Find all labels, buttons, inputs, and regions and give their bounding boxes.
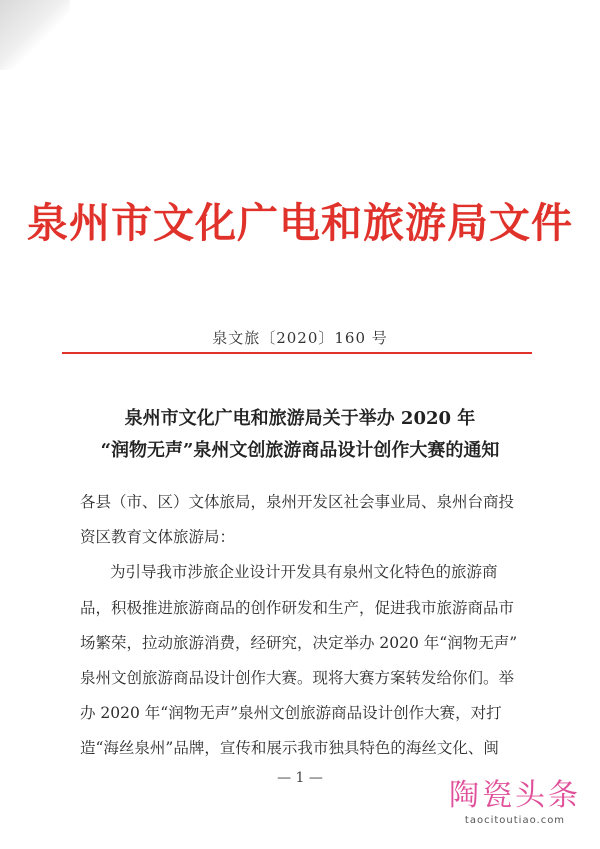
body-line: 场繁荣，拉动旅游消费，经研究，决定举办 2020 年“润物无声” xyxy=(80,634,518,652)
body-line: 为引导我市涉旅企业设计开发具有泉州文化特色的旅游商 xyxy=(110,563,498,581)
masthead-title: 泉州市文化广电和旅游局文件 xyxy=(27,199,573,247)
notice-title-line-2: “润物无声”泉州文创旅游商品设计创作大赛的通知 xyxy=(100,440,500,461)
page-corner-fold xyxy=(0,0,70,70)
watermark-logo-text: 陶瓷头条 xyxy=(449,778,581,813)
body-line: 泉州文创旅游商品设计创作大赛。现将大赛方案转发给你们。举 xyxy=(80,669,515,687)
red-divider-line xyxy=(62,352,532,354)
body-line: 造“海丝泉州”品牌，宣传和展示我市独具特色的海丝文化、闽 xyxy=(80,739,499,757)
body-line: 资区教育文体旅游局： xyxy=(80,528,236,546)
body-line: 办 2020 年“润物无声”泉州文创旅游商品设计创作大赛，对打 xyxy=(80,704,502,722)
watermark-url: taocitoutiao.com xyxy=(464,815,566,826)
page-number: — 1 — xyxy=(277,770,323,786)
body-line: 品，积极推进旅游商品的创作研发和生产，促进我市旅游商品市 xyxy=(80,599,515,617)
watermark xyxy=(445,778,585,828)
notice-title-line-1: 泉州市文化广电和旅游局关于举办 2020 年 xyxy=(124,408,476,429)
document-number: 泉文旅〔2020〕160 号 xyxy=(212,329,388,347)
body-line: 各县（市、区）文体旅局，泉州开发区社会事业局、泉州台商投 xyxy=(80,493,515,511)
